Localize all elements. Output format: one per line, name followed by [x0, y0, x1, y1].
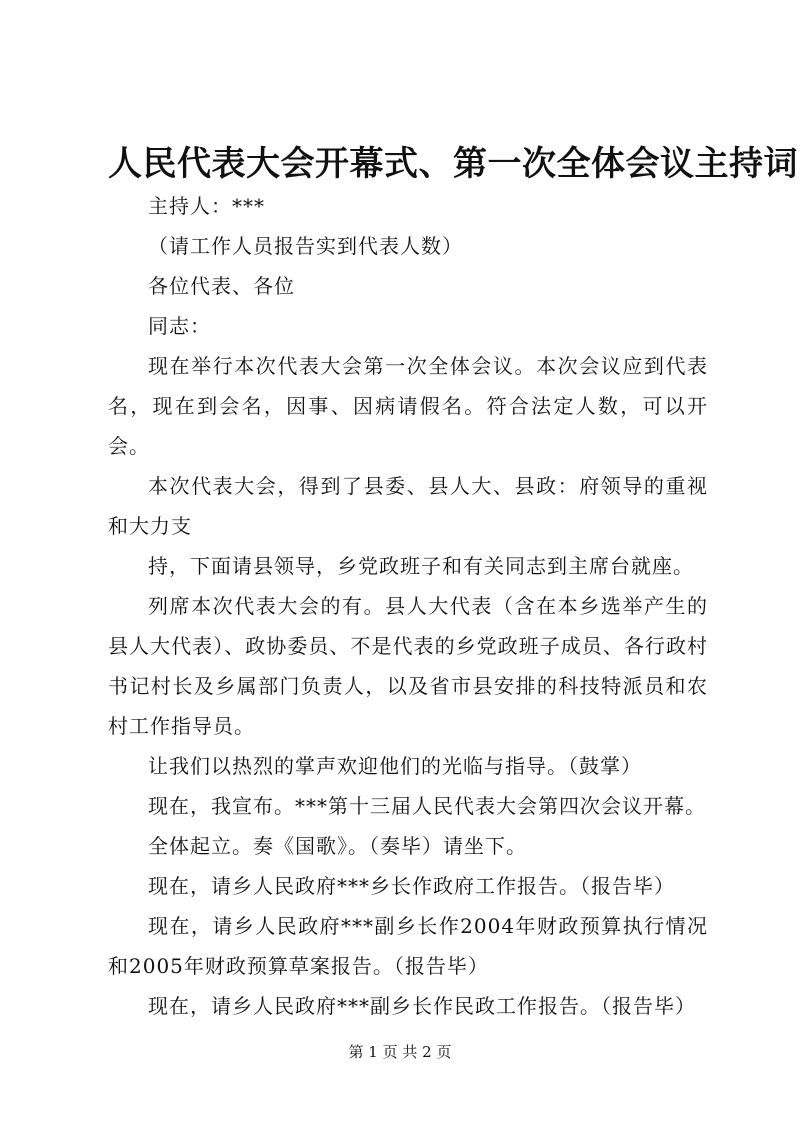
paragraph-report-attendance: （请工作人员报告实到代表人数）: [148, 234, 463, 258]
paragraph-host: 主持人：***: [148, 194, 265, 218]
page-footer: 第 1 页 共 2 页: [348, 1043, 452, 1061]
paragraph-meeting-open: 现在举行本次代表大会第一次全体会议。本次会议应到代表名，现在到会名，因事、因病请假名。符合法定人数，可以开会。: [108, 354, 708, 458]
paragraph-announce: 现在，我宣布。***第十三届人民代表大会第四次会议开幕。: [148, 794, 706, 818]
paragraph-budget-report: 现在，请乡人民政府***副乡长作2004年财政预算执行情况和2005年财政预算草案报告。（报告毕）: [108, 914, 708, 978]
document-body: [108, 186, 708, 1026]
document-title: 人民代表大会开幕式、第一次全体会议主持词: [108, 144, 798, 184]
paragraph-civil-report: 现在，请乡人民政府***副乡长作民政工作报告。（报告毕）: [148, 994, 696, 1018]
paragraph-anthem: 全体起立。奏《国歌》。（奏毕）请坐下。: [148, 834, 527, 858]
paragraph-gov-report: 现在，请乡人民政府***乡长作政府工作报告。（报告毕）: [148, 874, 675, 898]
paragraph-greeting: 各位代表、各位: [148, 274, 295, 298]
paragraph-seating: 持，下面请县领导，乡党政班子和有关同志到主席台就座。: [148, 554, 694, 578]
paragraph-support: 本次代表大会，得到了县委、县人大、县政：府领导的重视和大力支: [108, 474, 708, 538]
paragraph-welcome: 让我们以热烈的掌声欢迎他们的光临与指导。（鼓掌）: [148, 754, 642, 778]
paragraph-attendees: 列席本次代表大会的有。县人大代表（含在本乡选举产生的县人大代表）、政协委员、不是代表的乡党政班子成员、各行政村书记村长及乡属部门负责人，以及省市县安排的科技特派员和农村工作指导员。: [108, 594, 708, 738]
paragraph-comrades: 同志：: [148, 314, 211, 338]
